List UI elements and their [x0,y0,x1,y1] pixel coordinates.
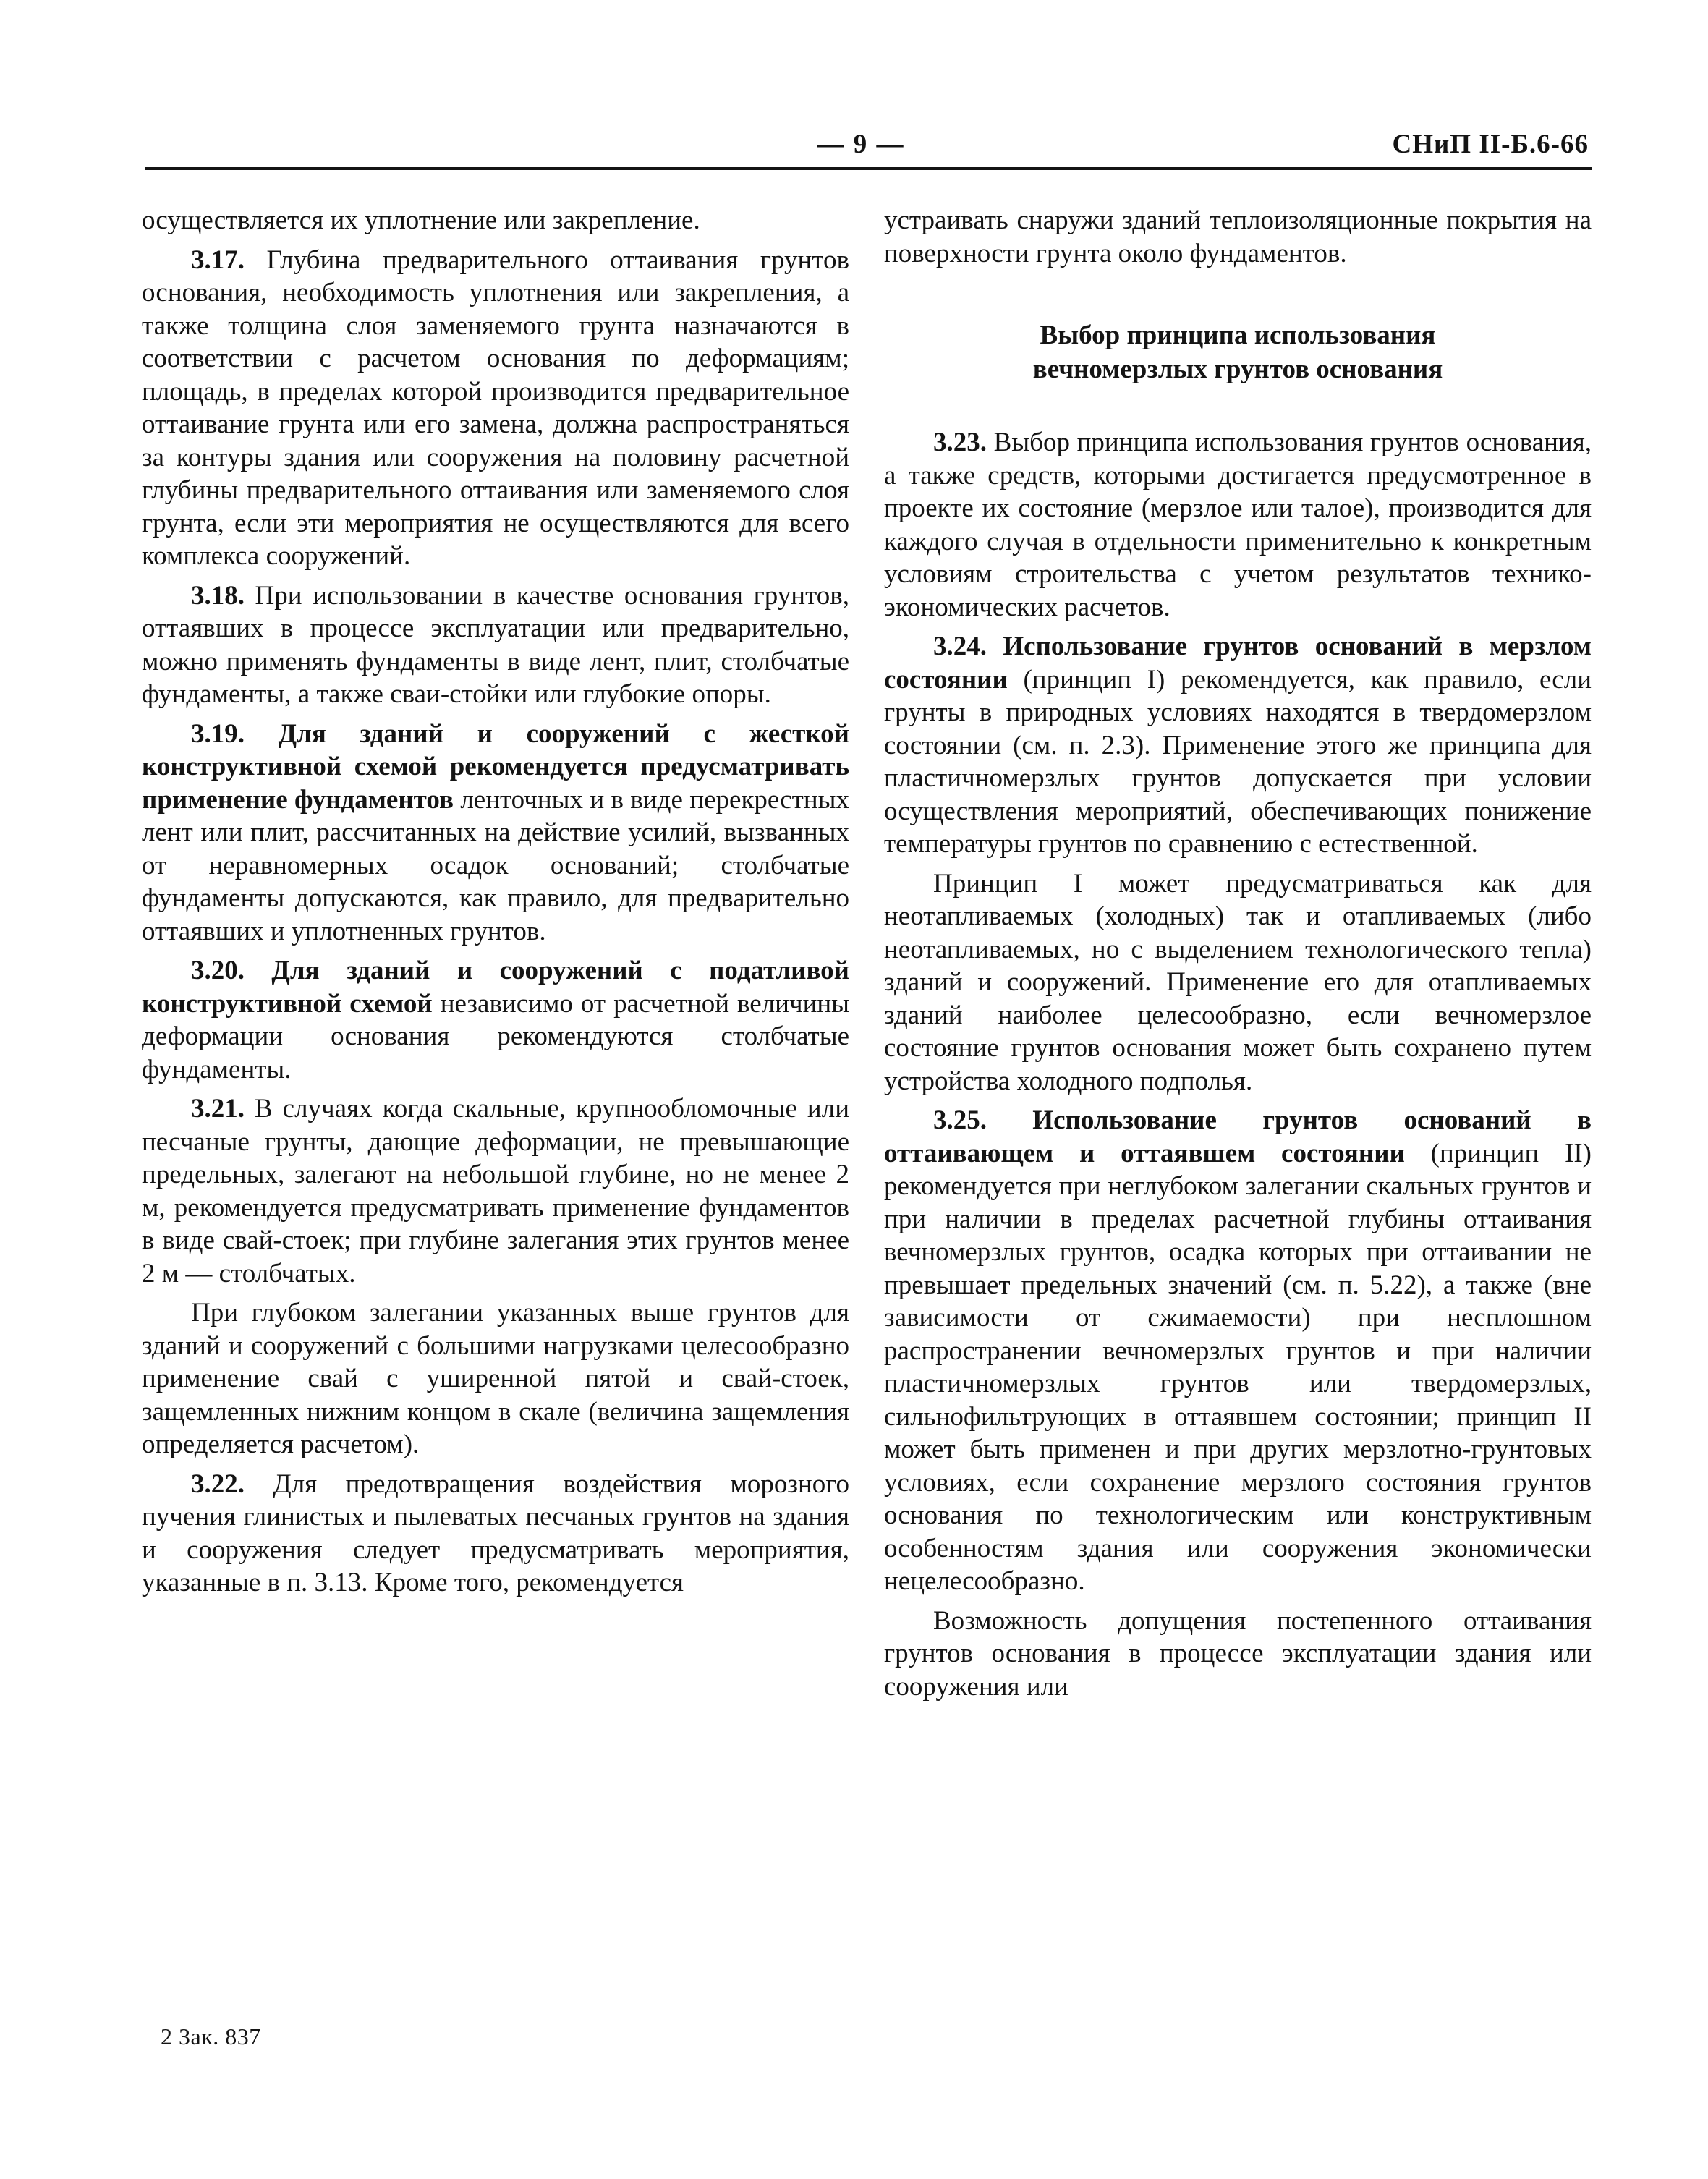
right-column [884,204,1592,1709]
paragraph-text: Возможность допущения постепенного оттаивания грунтов основания в процессе эксплуатации здания или сооружения или [884,1605,1592,1702]
paragraph-text: При глубоком залегании указанных выше грунтов для зданий и сооружений с большими нагрузками целесообразно применение свай с уширенной пятой и свай-стоек, защемленных нижним концом в скале (величина защемления определяется расчетом). [142,1298,849,1459]
clause-3-25 [884,1104,1592,1598]
clause-text: (принцип I) рекомендуется, как правило, если грунты в природных условиях находятся в твердомерзлом состоянии (см. п. 2.3). Применение этого же принципа для пластичномерзлых грунтов допускается при условии осуществления мероприятий, обеспечивающих понижение температуры грунтов по сравнению с естественной. [884,664,1592,859]
section-heading [884,318,1592,386]
clause-text: При использовании в качестве основания грунтов, оттаявших в процессе эксплуатации или предварительно, можно применять фундаменты в виде лент, плит, столбчатые фундаменты, а также сваи-стойки или глубокие опоры. [142,580,849,709]
paragraph-text: устраивать снаружи зданий теплоизоляционные покрытия на поверхности грунта около фундаментов. [884,205,1592,268]
clause-text: В случаях когда скальные, крупнообломочные или песчаные грунты, дающие деформации, не превышающие предельных, залегают на небольшой глубине, но не менее 2 м, рекомендуется предусматривать применение фундаментов в виде свай-стоек; при глубине залегания этих грунтов менее 2 м — столбчатых. [142,1094,850,1288]
clause-text: Глубина предварительного оттаивания грунтов основания, необходимость уплотнения или закрепления, а также толщина слоя заменяемого грунта назначаются в соответствии с расчетом основания по деформациям; площадь, в пределах которой производится предварительное оттаивание грунта или его замена, должна распространяться за контуры здания или сооружения на половину расчетной глубины предварительного оттаивания или заменяемого слоя грунта, если эти мероприятия не осуществляются для всего комплекса сооружений. [142,245,849,571]
clause-3-24 [884,630,1592,861]
clause-number: 3.18. [191,580,245,611]
clause-text: ленточных и в виде перекрестных лент или плит, рассчитанных на действие усилий, вызванных от неравномерных осадок оснований; столбчатые фундаменты допускаются, как правило, для предварительно оттаявших и уплотненных грунтов. [142,784,850,946]
clause-number: 3.17. [191,245,245,275]
paragraph-continuation [142,204,849,237]
clause-3-21 [142,1092,849,1290]
clause-number: 3.21. [191,1094,245,1124]
paragraph-text: Принцип I может предусматриваться как для неотапливаемых (холодных) так и отапливаемых (либо неотапливаемых, но с выделением технологического тепла) зданий и сооружений. Применение его для отапливаемых зданий наиболее целесообразно, если вечномерзлое состояние грунтов основания может быть сохранено путем устройства холодного подполья. [884,868,1592,1096]
document-code: СНиП II-Б.6-66 [1392,129,1589,159]
clause-text: (принцип II) рекомендуется при неглубоком залегании скальных грунтов и при наличии в пределах расчетной глубины оттаивания вечномерзлых грунтов, осадка которых при оттаивании не превышает предельных значений (см. п. 5.22), а также (вне зависимости от сжимаемости) при несплошном распространении вечномерзлых грунтов и при наличии пластичномерзлых грунтов или твердомерзлых, сильнофильтрующих в оттаявшем состоянии; принцип II может быть применен и при других мерзлотно-грунтовых условиях, если сохранение мерзлого состояния грунтов основания по технологическим или конструктивным особенностям здания или сооружения экономически нецелесообразно. [884,1138,1592,1596]
clause-text: Выбор принципа использования грунтов основания, а также средств, которыми достигается предусмотренное в проекте их состояние (мерзлое или талое), производится для каждого случая в отдельности применительно к конкретным условиям строительства с учетом результатов технико-экономических расчетов. [884,428,1592,622]
clause-number: 3.24. [933,632,987,661]
section-heading-line: вечномерзлых грунтов основания [1032,354,1443,384]
clause-text: Для предотвращения воздействия морозного пучения глинистых и пылеватых песчаных грунтов на здания и сооружения следует предусматривать мероприятия, указанные в п. 3.13. Кроме того, рекомендуется [142,1469,849,1597]
clause-3-17 [142,244,849,573]
clause-3-19 [142,718,849,948]
paragraph-text: осуществляется их уплотнение или закрепление. [142,205,700,235]
clause-number: 3.23. [933,428,987,457]
header-rule [145,167,1592,170]
print-order-note: 2 Зак. 837 [161,2023,261,2050]
clause-bold-text: Для зданий и сооружений с жесткой конструктивной схемой рекомендуется предусматривать применение фундаментов [142,718,849,815]
left-column [142,204,849,1606]
page-number: — 9 — [817,129,905,159]
clause-3-23 [884,426,1592,624]
clause-3-22 [142,1468,849,1600]
clause-3-21-continued [142,1296,849,1461]
section-heading-line: Выбор принципа использования [1040,320,1436,350]
clause-number: 3.25. [933,1105,987,1135]
clause-3-25-continued [884,1605,1592,1704]
paragraph-continuation [884,204,1592,270]
clause-number: 3.19. [191,718,245,749]
clause-text: независимо от расчетной величины деформации основания рекомендуются столбчатые фундаменты. [142,988,850,1084]
clause-3-24-continued [884,867,1592,1098]
clause-bold-text: Использование грунтов оснований в оттаивающем и оттаявшем состоянии [884,1105,1592,1168]
clause-bold-text: Использование грунтов оснований в мерзлом состоянии [884,632,1592,695]
clause-3-18 [142,579,849,711]
clause-number: 3.20. [191,956,245,985]
clause-bold-text: Для зданий и сооружений с податливой конструктивной схемой [142,956,849,1019]
clause-number: 3.22. [191,1469,245,1499]
clause-3-20 [142,954,849,1086]
